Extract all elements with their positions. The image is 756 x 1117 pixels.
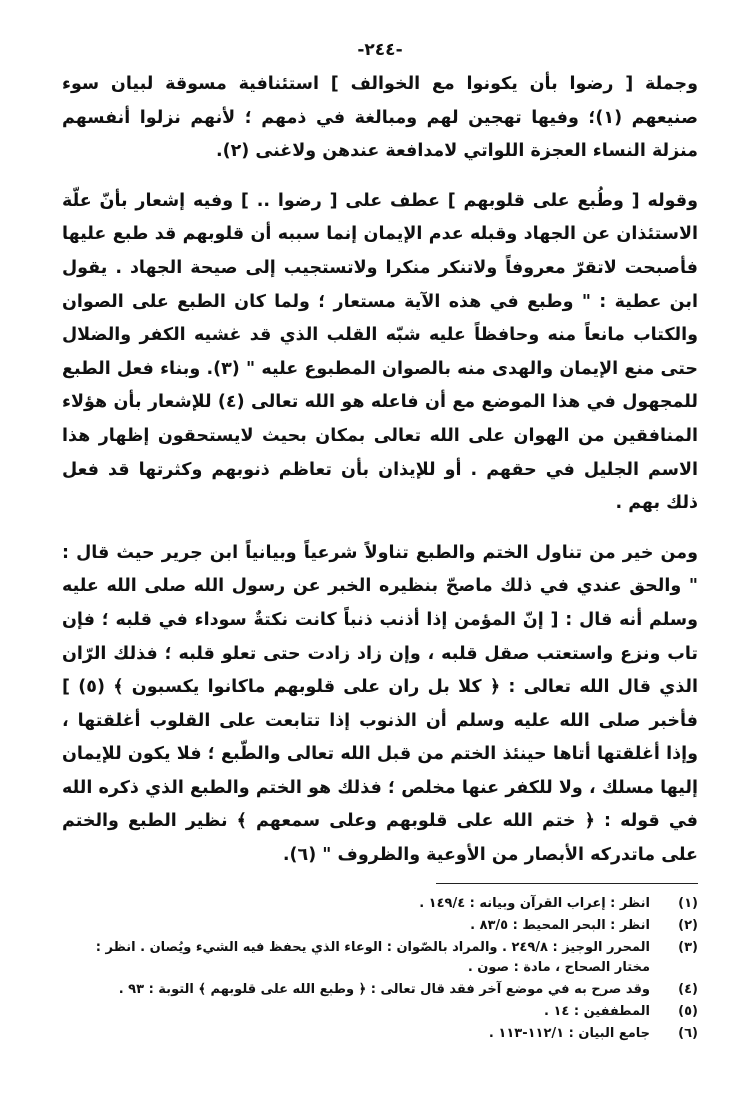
footnote-item xyxy=(62,980,698,1000)
body-text xyxy=(62,68,698,873)
footnote-text: المحرر الوجيز : ٢٤٩/٨ . والمراد بالصّوان : الوعاء الذي يحفظ فيه الشيء ويُصان . انظر : مختار الصحاح ، مادة : صون . xyxy=(95,939,650,975)
footnote-number: (٥) xyxy=(678,1003,698,1019)
paragraph-2: وقوله [ وطُبع على قلوبهم ] عطف على [ رضوا .. ] وفيه إشعار بأنّ علّة الاستئذان عن الجهاد وقبله عدم الإيمان إنما سببه أن قلوبهم قد طبع عليها فأصبحت لاتقرّ معروفاً ولاتنكر منكرا ولاتستجيب إلى صيحة الجهاد . يقول ابن عطية : " وطبع في هذه الآية مستعار ؛ ولما كان الطبع على الصوان والكتاب مانعاً منه وحافظاً عليه شبّه القلب الذي قد غشيه الكفر والضلال حتى منع الإيمان والهدى منه بالصوان المطبوع عليه " (٣). وبناء فعل الطبع للمجهول في هذا الموضع مع أن فاعله هو الله تعالى (٤) للإشعار بأن هؤلاء المنافقين من الهوان على الله تعالى بمكان بحيث لايستحقون إظهار هذا الاسم الجليل في حقهم . أو للإيذان بأن تعاظم ذنوبهم وكثرتها قد فعل ذلك بهم . xyxy=(62,190,698,514)
footnote-text: وقد صرح به في موضع آخر فقد قال تعالى : ﴿ وطبع الله على قلوبهم ﴾ التوبة : ٩٣ . xyxy=(118,981,650,997)
footnote-text: انظر : البحر المحيط : ٨٣/٥ . xyxy=(470,917,650,933)
footnote-item xyxy=(62,938,698,978)
footnote-item xyxy=(62,916,698,936)
footnote-text: المطففين : ١٤ . xyxy=(543,1003,650,1019)
paragraph-3: ومن خير من تناول الختم والطبع تناولاً شرعياً وبيانياً ابن جرير حيث قال : " والحق عندي في ذلك ماصحّ بنظيره الخبر عن رسول الله صلى الله عليه وسلم أنه قال : [ إنّ المؤمن إذا أذنب ذنباً كانت نكتةٌ سوداء في قلبه ؛ فإن تاب ونزع واستعتب صقل قلبه ، وإن زاد زادت حتى تعلو قلبه ؛ فذلك الرّان الذي قال الله تعالى : ﴿ كلا بل ران على قلوبهم ماكانوا يكسبون ﴾ (٥) ] فأخبر صلى الله عليه وسلم أن الذنوب إذا تتابعت على القلوب أغلقتها ، وإذا أغلقتها أتاها حينئذ الختم من قبل الله تعالى والطّبع ؛ فلا يكون للإيمان إليها مسلك ، ولا للكفر عنها مخلص ؛ فذلك هو الختم والطبع الذي ذكره الله في قوله : ﴿ ختم الله على قلوبهم وعلى سمعهم ﴾ نظير الطبع والختم على ماتدركه الأبصار من الأوعية والظروف " (٦). xyxy=(62,542,699,866)
footnote-number: (٤) xyxy=(678,981,698,997)
document-page xyxy=(62,40,698,1046)
footnote-item xyxy=(62,894,698,914)
footnote-item xyxy=(62,1002,698,1022)
footnote-text: جامع البيان : ١١٢/١-١١٣ . xyxy=(488,1025,650,1041)
footnotes-list xyxy=(62,894,698,1044)
footnote-number: (٣) xyxy=(678,939,698,955)
footnote-number: (٢) xyxy=(678,917,698,933)
footnote-number: (١) xyxy=(678,895,698,911)
paragraph-1: وجملة [ رضوا بأن يكونوا مع الخوالف ] استئنافية مسوقة لبيان سوء صنيعهم (١)؛ وفيها تهجين لهم ومبالغة في ذمهم ؛ لأنهم نزلوا أنفسهم منزلة النساء العجزة اللواتي لامدافعة عندهن ولاغنى (٢). xyxy=(62,74,698,162)
footnote-number: (٦) xyxy=(678,1025,698,1041)
page-number: -٢٤٤- xyxy=(357,40,403,60)
footnote-divider xyxy=(436,883,698,884)
footnote-text: انظر : إعراب القرآن وبيانه : ١٤٩/٤ . xyxy=(419,895,650,911)
footnote-item xyxy=(62,1024,698,1044)
